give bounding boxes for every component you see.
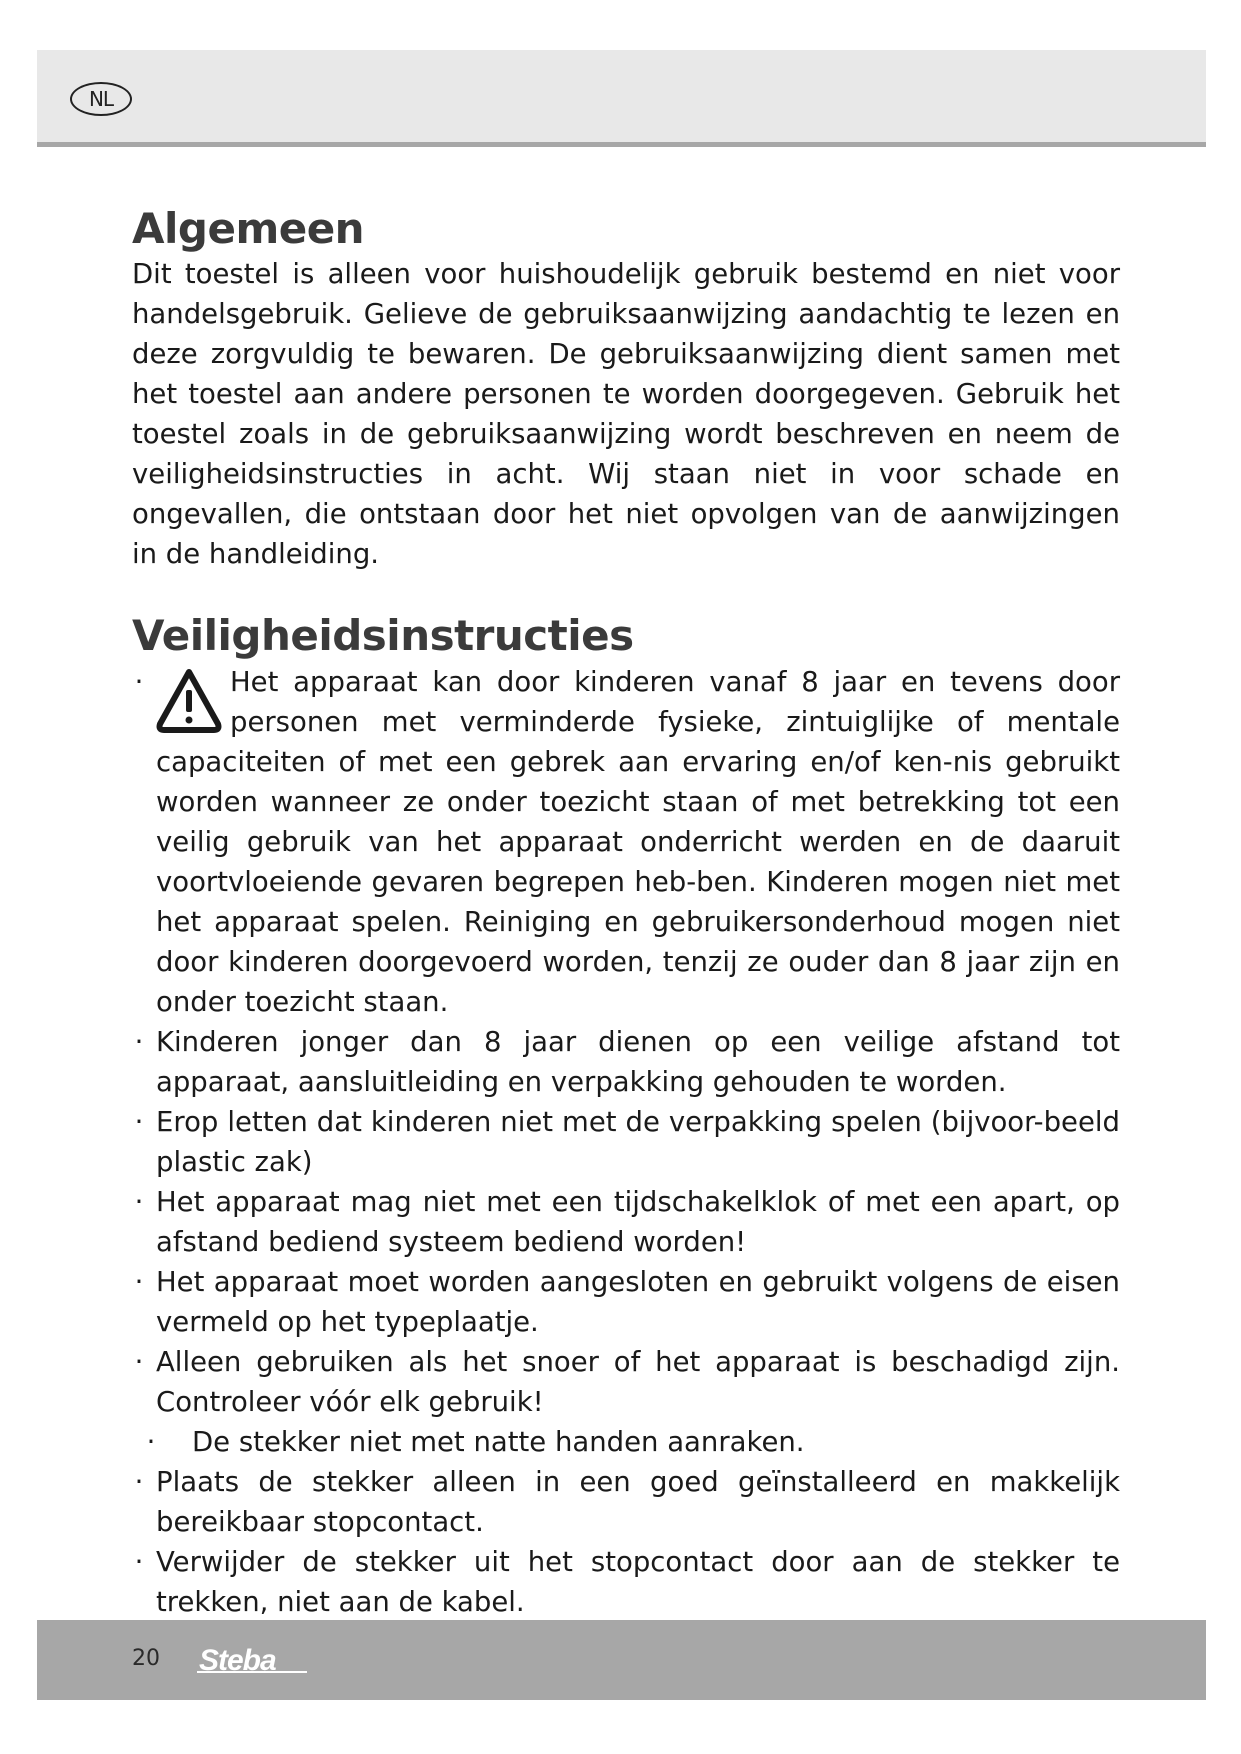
bullet-dot: ·	[134, 1466, 144, 1498]
list-item	[132, 1342, 1120, 1422]
list-item-text: Plaats de stekker alleen in een goed geïnstalleerd en makkelijk bereikbaar stopcontact.	[156, 1466, 1120, 1538]
list-item	[132, 1262, 1120, 1342]
list-item	[132, 1182, 1120, 1262]
list-item-text: Alleen gebruiken als het snoer of het apparaat is beschadigd zijn. Controleer vóór elk gebruik!	[156, 1346, 1120, 1418]
bullet-dot: ·	[134, 1106, 144, 1138]
language-badge: NL	[70, 82, 132, 116]
list-item	[132, 1462, 1120, 1542]
warning-triangle-icon	[154, 664, 224, 736]
general-paragraph: Dit toestel is alleen voor huishoudelijk gebruik bestemd en niet voor handelsgebruik. Gelieve de gebruiksaanwijzing aandachtig te lezen en deze zorgvuldig te bewaren. De gebruiksaanwijzing dient samen met het toestel aan andere personen te worden doorgegeven. Gebruik het toestel zoals in de gebruiksaanwijzing wordt beschreven en neem de veiligheidsinstructies in acht. Wij staan niet in voor schade en ongevallen, die ontstaan door het niet opvolgen van de aanwijzingen in de handleiding.	[132, 258, 1120, 570]
list-item	[132, 662, 1120, 1022]
bullet-dot: ·	[134, 1346, 144, 1378]
section-title-safety: Veiligheidsinstructies	[132, 611, 634, 660]
list-item-text: Kinderen jonger dan 8 jaar dienen op een veilige afstand tot apparaat, aansluitleiding en verpakking gehouden te worden.	[156, 1026, 1120, 1098]
bullet-dot: ·	[134, 666, 144, 698]
list-item	[132, 1102, 1120, 1182]
bullet-dot: ·	[134, 1026, 144, 1058]
list-item	[132, 1422, 1120, 1462]
page-number: 20	[132, 1646, 160, 1671]
bullet-dot: ·	[134, 1546, 144, 1578]
footer-band	[37, 1620, 1206, 1700]
list-item-text: Het apparaat mag niet met een tijdschakelklok of met een apart, op afstand bediend systeem bediend worden!	[156, 1186, 1120, 1258]
list-item	[132, 1542, 1120, 1622]
section-title-general: Algemeen	[132, 204, 365, 253]
safety-list	[132, 662, 1120, 1622]
bullet-dot: ·	[134, 1186, 144, 1218]
bullet-dot: ·	[134, 1266, 144, 1298]
list-item-text: Verwijder de stekker uit het stopcontact door aan de stekker te trekken, niet aan de kabel.	[156, 1546, 1120, 1618]
bullet-dot: ·	[146, 1426, 156, 1458]
header-band	[37, 50, 1206, 147]
svg-text:Steba: Steba	[199, 1644, 276, 1677]
steba-logo-icon	[195, 1640, 315, 1680]
list-item	[132, 1022, 1120, 1102]
list-item-text: Het apparaat kan door kinderen vanaf 8 jaar en tevens door personen met verminderde fysieke, zintuiglijke of mentale capaciteiten of met een gebrek aan ervaring en/of ken-nis gebruikt worden wanneer ze onder toezicht staan of met betrekking tot een veilig gebruik van het apparaat onderricht werden en de daaruit voortvloeiende gevaren begrepen heb-ben. Kinderen mogen niet met het apparaat spelen. Reiniging en gebruikersonderhoud mogen niet door kinderen doorgevoerd worden, tenzij ze ouder dan 8 jaar zijn en onder toezicht staan.	[156, 666, 1120, 1018]
list-item-text: Erop letten dat kinderen niet met de verpakking spelen (bijvoor-beeld plastic zak)	[156, 1106, 1120, 1178]
list-item-text: Het apparaat moet worden aangesloten en gebruikt volgens de eisen vermeld op het typeplaatje.	[156, 1266, 1120, 1338]
list-item-text: De stekker niet met natte handen aanraken.	[192, 1426, 805, 1458]
